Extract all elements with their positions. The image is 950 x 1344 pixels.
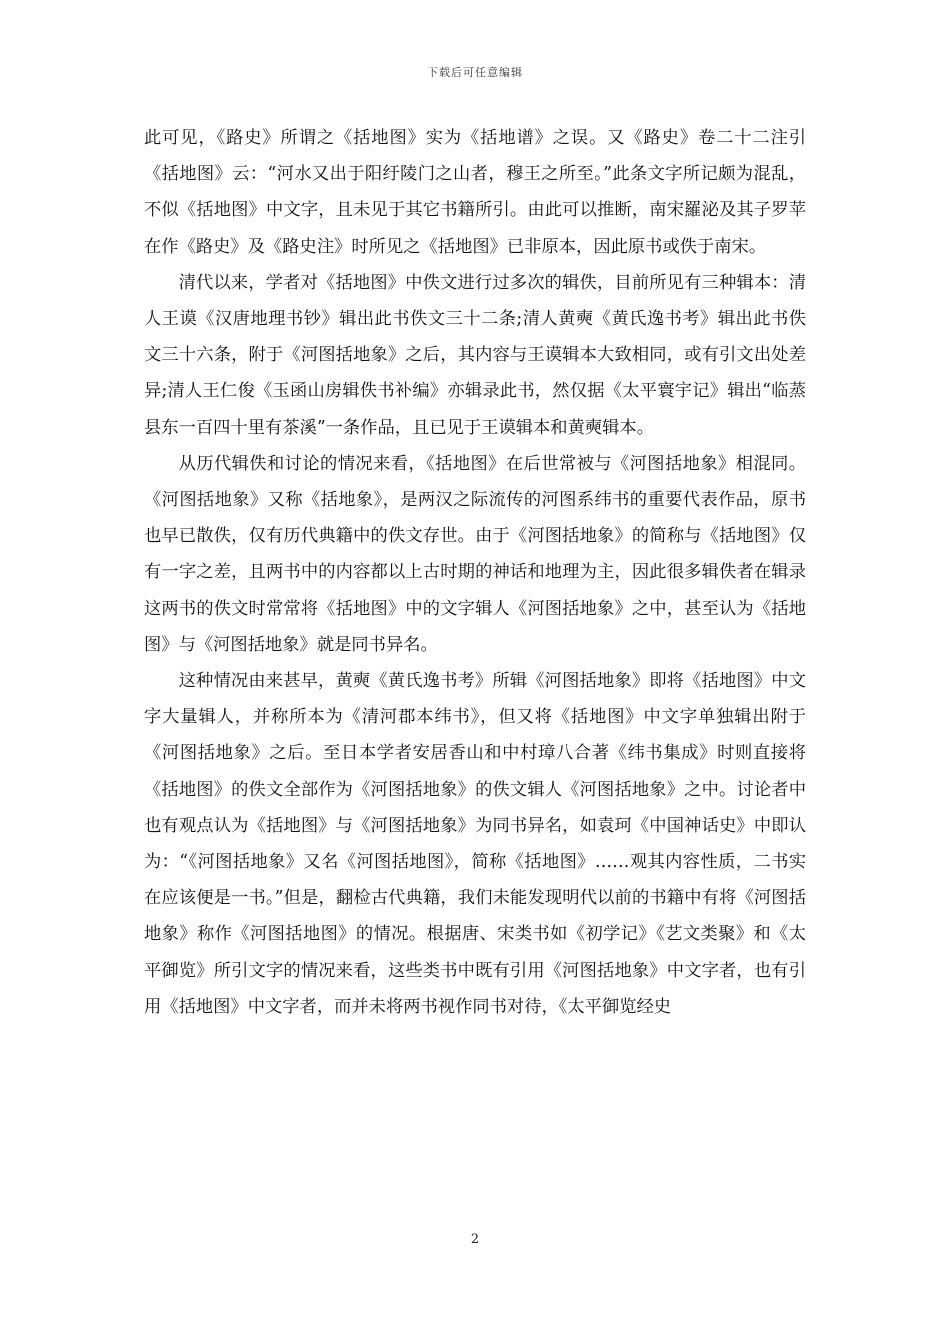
- page-number: 2: [470, 1232, 480, 1247]
- paragraph-2: 清代以来，学者对《括地图》中佚文进行过多次的辑佚，目前所见有三种辑本：清人王谟《汉唐地理书钞》辑出此书佚文三十二条;清人黄奭《黄氏逸书考》辑出此书佚文三十六条，附于《河图括地象》之后，其内容与王谟辑本大致相同，或有引文出处差异;清人王仁俊《玉函山房辑佚书补编》亦辑录此书，然仅据《太平寰宇记》辑出“临蒸县东一百四十里有茶溪”一条作品，且已见于王谟辑本和黄奭辑本。: [144, 272, 806, 438]
- paragraph-3: 从历代辑佚和讨论的情况来看，《括地图》在后世常被与《河图括地象》相混同。《河图括地象》又称《括地象》，是两汉之际流传的河图系纬书的重要代表作品，原书也早已散佚，仅有历代典籍中的佚文存世。由于《河图括地象》的简称与《括地图》仅有一字之差，且两书中的内容都以上古时期的神话和地理为主，因此很多辑佚者在辑录这两书的佚文时常常将《括地图》中的文字辑人《河图括地象》之中，甚至认为《括地图》与《河图括地象》就是同书异名。: [144, 453, 806, 655]
- page-header: 下载后可任意编辑: [427, 66, 523, 79]
- paragraph-4: 这种情况由来甚早，黄奭《黄氏逸书考》所辑《河图括地象》即将《括地图》中文字大量辑人，并称所本为《清河郡本纬书》，但又将《括地图》中文字单独辑出附于《河图括地象》之后。至日本学者安居香山和中村璋八合著《纬书集成》时则直接将《括地图》的佚文全部作为《河图括地象》的佚文辑人《河图括地象》之中。讨论者中也有观点认为《括地图》与《河图括地象》为同书异名，如袁珂《中国神话史》中即认为：“《河图括地象》又名《河图括地图》，简称《括地图》……观其内容性质，二书实在应该便是一书。”但是，翻检古代典籍，我们未能发现明代以前的书籍中有将《河图括地象》称作《河图括地图》的情况。根据唐、宋类书如《初学记》《艺文类聚》和《太平御览》所引文字的情况来看，这些类书中既有引用《河图括地象》中文字者，也有引用《括地图》中文字者，而并未将两书视作同书对待，《太平御览经史: [144, 671, 806, 1017]
- document-body: [144, 120, 806, 1025]
- paragraph-1: 此可见，《路史》所谓之《括地图》实为《括地谱》之误。又《路史》卷二十二注引《括地图》云：“河水又出于阳纡陵门之山者，穆王之所至。”此条文字所记颇为混乱，不似《括地图》中文字，且未见于其它书籍所引。由此可以推断，南宋羅泌及其子罗苹在作《路史》及《路史注》时所见之《括地图》已非原本，因此原书或佚于南宋。: [144, 128, 806, 257]
